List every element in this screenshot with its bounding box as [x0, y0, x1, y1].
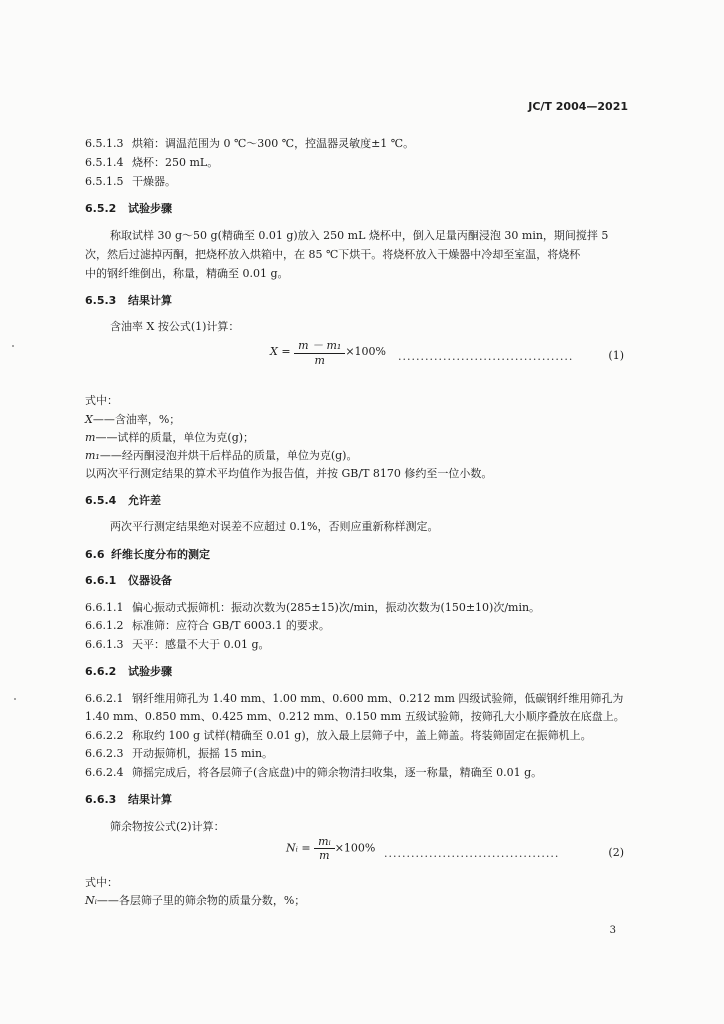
- heading-title: 仪器设备: [128, 574, 172, 587]
- heading-6-5-3: [85, 292, 172, 308]
- formula-equals: =: [281, 345, 291, 358]
- definition-ni: Nᵢ——各层筛子里的筛余物的质量分数，%；: [85, 894, 306, 907]
- clause-number: 6.5.1.4: [85, 156, 124, 169]
- heading-number: 6.6.1: [85, 574, 117, 587]
- heading-6-6-1: [85, 572, 172, 588]
- clause-number: 6.6.2.2: [85, 729, 124, 742]
- leader-dots: .......................................: [398, 350, 574, 363]
- clause-number: 6.5.1.3: [85, 137, 124, 150]
- page-number: 3: [609, 925, 616, 936]
- formula-lhs: X: [270, 345, 278, 358]
- clause-6-5-1-5: [85, 173, 176, 189]
- paragraph-line: 次，然后过滤掉丙酮，把烧杯放入烘箱中，在 85 ℃下烘干。将烧杯放入干燥器中冷却至室温，将烧杯: [85, 248, 581, 261]
- formula-lhs: Nᵢ: [286, 841, 298, 855]
- formula-fraction: [294, 337, 345, 367]
- leader-dots: .......................................: [384, 847, 560, 860]
- definition-m1: m₁——经丙酮浸泡并烘干后样品的质量，单位为克(g)。: [85, 449, 358, 462]
- heading-6-5-2: [85, 200, 172, 216]
- formula-2: [286, 835, 375, 862]
- formula-fraction: [314, 835, 335, 862]
- heading-title: 结果计算: [128, 294, 172, 307]
- heading-6-6-3: [85, 791, 172, 807]
- clause-number: 6.6.1.1: [85, 601, 124, 614]
- heading-6-6-2: [85, 663, 172, 679]
- clause-6-6-2-1: [85, 690, 623, 706]
- clause-text: 钢纤维用筛孔为 1.40 mm、1.00 mm、0.600 mm、0.212 mm 四级试验筛，低碳钢纤维用筛孔为: [132, 692, 624, 705]
- paragraph-line: 称取试样 30 g～50 g(精确至 0.01 g)放入 250 mL 烧杯中，倒入足量丙酮浸泡 30 min，期间搅拌 5: [110, 229, 609, 242]
- heading-title: 试验步骤: [128, 665, 172, 678]
- clause-continuation: 1.40 mm、0.850 mm、0.425 mm、0.212 mm、0.150 mm 五级试验筛，按筛孔大小顺序叠放在底盘上。: [85, 710, 625, 723]
- fraction-denominator: m: [319, 849, 330, 862]
- definition-m: m——试样的质量，单位为克(g)；: [85, 431, 255, 444]
- clause-text: 烘箱：调温范围为 0 ℃～300 ℃，控温器灵敏度±1 ℃。: [132, 137, 415, 150]
- clause-6-5-1-3: [85, 135, 414, 151]
- clause-6-6-1-2: [85, 617, 330, 633]
- clause-number: 6.6.1.3: [85, 638, 124, 651]
- heading-title: 试验步骤: [128, 202, 172, 215]
- formula-intro: 含油率 X 按公式(1)计算：: [110, 320, 240, 333]
- fraction-denominator: m: [314, 354, 325, 367]
- where-label: 式中：: [85, 394, 118, 407]
- equation-number: (1): [608, 349, 624, 362]
- formula-1: [270, 337, 386, 367]
- heading-number: 6.6.3: [85, 793, 117, 806]
- scan-speck: [14, 698, 16, 700]
- definition-x: X——含油率，%；: [85, 413, 181, 426]
- heading-number: 6.5.3: [85, 294, 117, 307]
- fraction-numerator: m － m₁: [294, 337, 345, 354]
- fraction-numerator: mᵢ: [314, 835, 335, 849]
- heading-number: 6.5.4: [85, 494, 117, 507]
- where-label: 式中：: [85, 876, 118, 889]
- heading-title: 结果计算: [128, 793, 172, 806]
- paragraph-line: 中的钢纤维倒出，称量，精确至 0.01 g。: [85, 267, 289, 280]
- heading-6-6: [85, 546, 210, 562]
- clause-text: 标准筛：应符合 GB/T 6003.1 的要求。: [132, 619, 330, 632]
- clause-6-6-2-3: [85, 745, 273, 761]
- clause-6-6-1-3: [85, 636, 270, 652]
- clause-6-6-2-2: [85, 727, 592, 743]
- formula-intro: 筛余物按公式(2)计算：: [110, 820, 225, 833]
- clause-6-6-2-4: [85, 764, 542, 780]
- document-code-header: JC/T 2004—2021: [528, 100, 628, 113]
- paragraph-line: 两次平行测定结果绝对误差不应超过 0.1%，否则应重新称样测定。: [110, 520, 439, 533]
- clause-number: 6.6.2.4: [85, 766, 124, 779]
- clause-text: 称取约 100 g 试样(精确至 0.01 g)，放入最上层筛子中，盖上筛盖。将装筛固定在振筛机上。: [132, 729, 592, 742]
- heading-number: 6.5.2: [85, 202, 117, 215]
- clause-number: 6.6.2.1: [85, 692, 124, 705]
- clause-text: 干燥器。: [132, 175, 176, 188]
- result-statement: 以两次平行测定结果的算术平均值作为报告值，并按 GB/T 8170 修约至一位小数。: [85, 467, 493, 480]
- heading-6-5-4: [85, 492, 161, 508]
- heading-number: 6.6: [85, 548, 105, 561]
- equation-number: (2): [608, 846, 624, 859]
- clause-number: 6.5.1.5: [85, 175, 124, 188]
- heading-title: 允许差: [128, 494, 161, 507]
- clause-6-5-1-4: [85, 154, 218, 170]
- clause-text: 偏心振动式振筛机：振动次数为(285±15)次/min，振动次数为(150±10)次/min。: [132, 601, 541, 614]
- clause-number: 6.6.2.3: [85, 747, 124, 760]
- formula-equals: =: [301, 841, 311, 855]
- clause-text: 天平：感量不大于 0.01 g。: [132, 638, 270, 651]
- clause-text: 烧杯：250 mL。: [132, 156, 219, 169]
- clause-text: 筛摇完成后，将各层筛子(含底盘)中的筛余物清扫收集，逐一称量，精确至 0.01 g。: [132, 766, 543, 779]
- formula-tail: ×100%: [345, 345, 386, 358]
- scan-speck: [12, 345, 14, 347]
- heading-title: 纤维长度分布的测定: [111, 548, 210, 561]
- clause-6-6-1-1: [85, 599, 540, 615]
- heading-number: 6.6.2: [85, 665, 117, 678]
- clause-number: 6.6.1.2: [85, 619, 124, 632]
- clause-text: 开动振筛机，振摇 15 min。: [132, 747, 274, 760]
- formula-tail: ×100%: [334, 841, 376, 855]
